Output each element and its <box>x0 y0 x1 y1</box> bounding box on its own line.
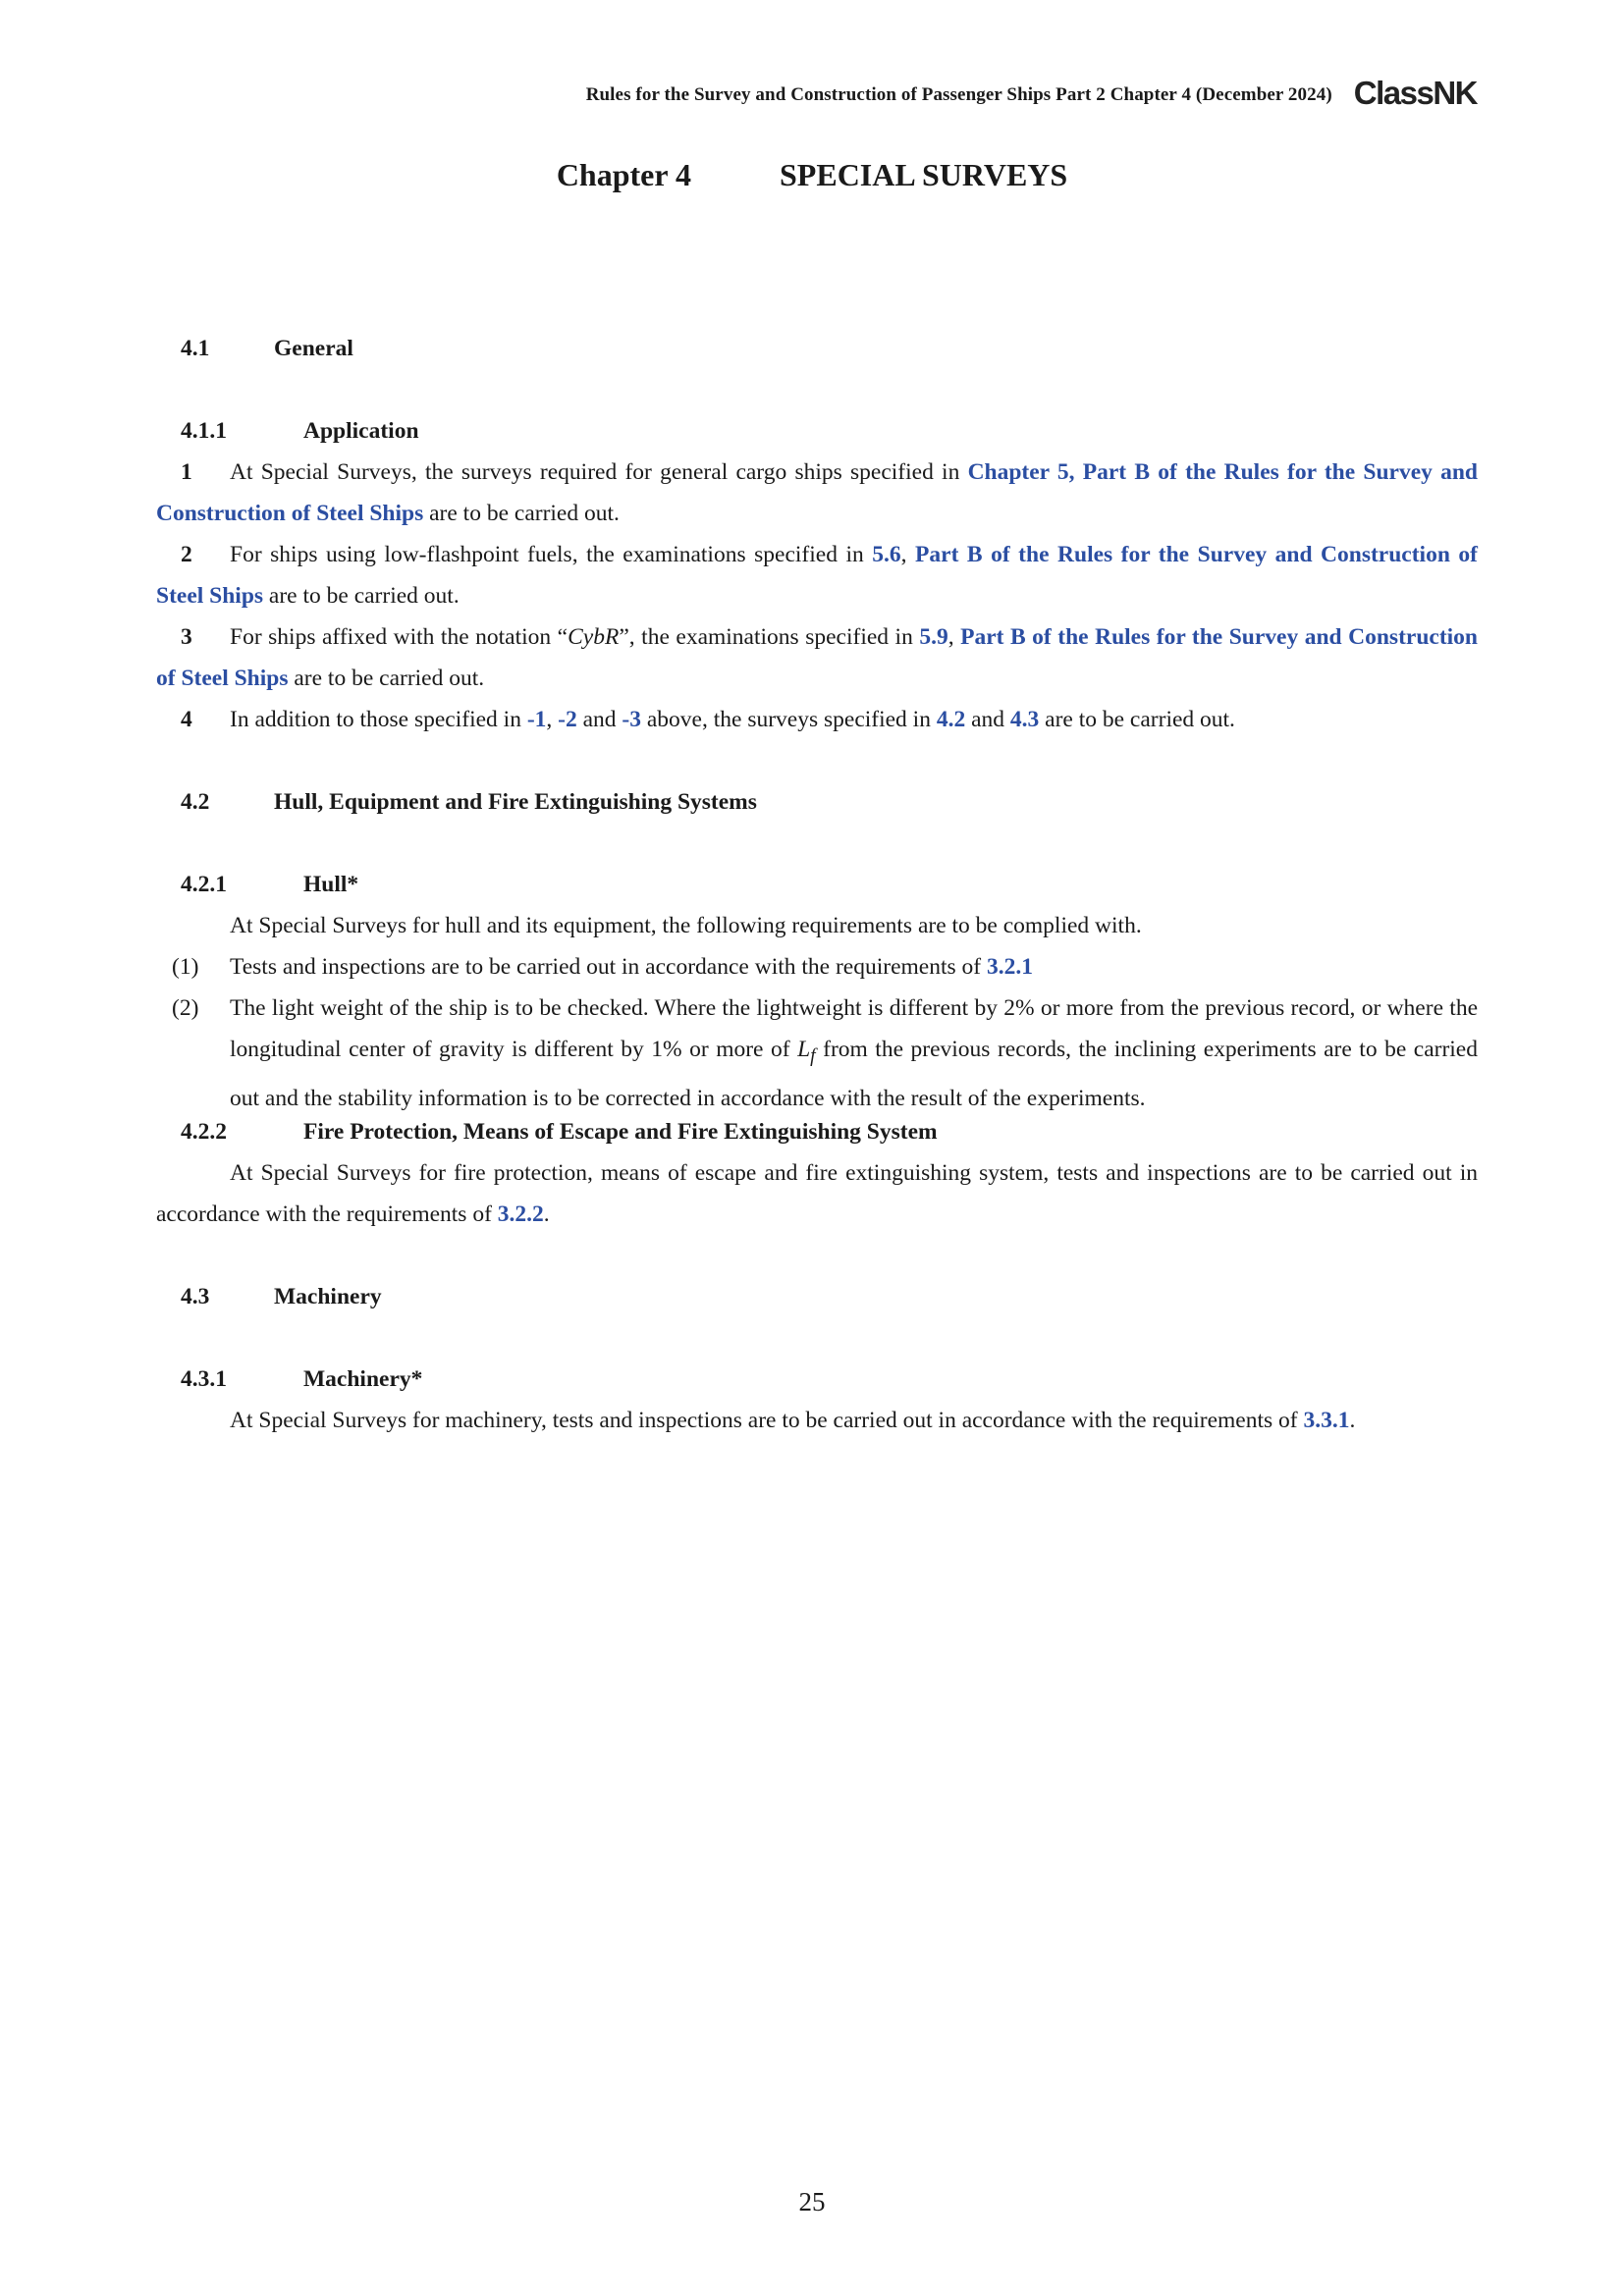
paragraph-text: , <box>900 542 916 567</box>
paragraph-link[interactable]: -2 <box>558 707 577 732</box>
subsection-heading-4-3-1 <box>156 1359 1478 1400</box>
paragraph-text: At Special Surveys, the surveys required for general cargo ships specified in <box>230 459 968 485</box>
paragraph-1: 1 At Special Surveys, the surveys required for general cargo ships specified in Chapter 5, Part B of the Rules for the Survey and Construction of Steel Ships are to be carried out. <box>156 459 1478 526</box>
paragraph-link[interactable]: -1 <box>526 707 547 732</box>
paragraph-text: are to be carried out. <box>288 666 485 691</box>
section-link[interactable]: 3.2.1 <box>986 954 1033 980</box>
paragraph-text: At Special Surveys for fire protection, means of escape and fire extinguishing system, tests and inspections are to be carried out in accordance with the requirements of <box>156 1160 1478 1227</box>
paragraph-4: 4 In addition to those specified in -1, -2 and -3 above, the surveys specified in 4.2 and 4.3 are to be carried out. <box>181 707 1235 732</box>
section-link[interactable]: 3.2.2 <box>497 1201 544 1227</box>
paragraph-text: are to be carried out. <box>1039 707 1235 732</box>
running-title: Rules for the Survey and Construction of Passenger Ships Part 2 Chapter 4 (December 2024) <box>585 84 1332 105</box>
symbol-subscript: f <box>810 1045 816 1067</box>
section-heading-4-1 <box>156 328 1478 369</box>
paragraph-text: are to be carried out. <box>263 583 460 609</box>
rules-link[interactable]: Chapter 5, Part B of the Rules for the Survey and Construction of Steel Ships <box>156 459 1478 526</box>
paragraph-text: above, the surveys specified in <box>641 707 937 732</box>
subsection-title: Hull* <box>303 872 359 897</box>
list-text <box>230 988 1478 1119</box>
paragraph-text: , <box>546 707 559 732</box>
subsection-number: 4.3.1 <box>181 1366 227 1392</box>
subsection-title: Application <box>303 418 419 444</box>
fire-protection-paragraph <box>156 1152 1478 1235</box>
page-number: 25 <box>798 2187 826 2216</box>
section-number: 4.1 <box>181 336 210 361</box>
section-title: Machinery <box>274 1284 382 1309</box>
classnk-logo: ClassNK <box>1353 75 1477 111</box>
paragraph-text: In addition to those specified in <box>230 707 527 732</box>
section-link[interactable]: 5.6 <box>872 542 901 567</box>
paragraph-2: 2 For ships using low-flashpoint fuels, the examinations specified in 5.6, Part B of the Rules for the Survey and Construction of Steel Ships are to be carried out. <box>156 542 1478 609</box>
chapter-name: SPECIAL SURVEYS <box>780 157 1068 192</box>
list-item-2 <box>156 988 1478 1119</box>
subsection-title: Machinery* <box>303 1366 423 1392</box>
subsection-heading-4-1-1 <box>156 410 1478 452</box>
section-link[interactable]: 4.2 <box>936 707 966 732</box>
subsection-number: 4.2.2 <box>181 1119 227 1145</box>
list-label: (2) <box>172 995 199 1021</box>
section-link[interactable]: 4.3 <box>1009 707 1040 732</box>
section-number: 4.3 <box>181 1284 210 1309</box>
subsection-heading-4-2-1 <box>156 864 1478 905</box>
paragraph-text: and <box>965 707 1010 732</box>
list-text <box>230 946 1478 988</box>
item-text: Tests and inspections are to be carried out in accordance with the requirements of <box>230 954 987 980</box>
rules-link[interactable]: Part B of the Rules for the Survey and Construction of Steel Ships <box>156 624 1478 691</box>
paragraph-text: ”, the examinations specified in <box>619 624 920 650</box>
chapter-title <box>0 157 1624 193</box>
section-title: Hull, Equipment and Fire Extinguishing Systems <box>274 789 757 815</box>
list-item-1 <box>156 946 1478 988</box>
subsection-number: 4.2.1 <box>181 872 227 897</box>
paragraph-text: and <box>576 707 623 732</box>
paragraph-text: For ships using low-flashpoint fuels, the examinations specified in <box>230 542 873 567</box>
subsection-number: 4.1.1 <box>181 418 227 444</box>
paragraph-text: . <box>1349 1408 1356 1433</box>
section-number: 4.2 <box>181 789 210 815</box>
subsection-heading-4-2-2 <box>156 1111 1478 1152</box>
section-heading-4-2 <box>156 781 1478 823</box>
section-heading-4-3 <box>156 1276 1478 1317</box>
paragraph-text: , <box>947 624 961 650</box>
item-text: from the previous records, the inclining experiments are to be carried out and the stability information is to be corrected in accordance with the result of the experiments. <box>230 1037 1478 1111</box>
chapter-number: Chapter 4 <box>556 157 691 192</box>
symbol-l: L <box>797 1037 811 1062</box>
section-link[interactable]: 5.9 <box>919 624 948 650</box>
paragraph-text: are to be carried out. <box>423 501 620 526</box>
paragraph-text: At Special Surveys for machinery, tests and inspections are to be carried out in accordance with the requirements of <box>230 1408 1304 1433</box>
rules-link[interactable]: Part B of the Rules for the Survey and Construction of Steel Ships <box>156 542 1478 609</box>
paragraph-text: For ships affixed with the notation “ <box>230 624 568 650</box>
list-label: (1) <box>172 954 199 980</box>
paragraph-text: . <box>543 1201 550 1227</box>
section-title: General <box>274 336 353 361</box>
notation-cybr: CybR <box>568 624 620 650</box>
paragraph-link[interactable]: -3 <box>622 707 641 732</box>
subsection-title: Fire Protection, Means of Escape and Fire Extinguishing System <box>303 1119 938 1145</box>
hull-intro: At Special Surveys for hull and its equipment, the following requirements are to be complied with. <box>230 913 1142 938</box>
item-text: The light weight of the ship is to be checked. Where the lightweight is different by 2% or more from the previous record, or where the longitudinal center of gravity is different by 1% or more of <box>230 995 1478 1062</box>
machinery-paragraph <box>156 1400 1478 1441</box>
section-link[interactable]: 3.3.1 <box>1303 1408 1350 1433</box>
paragraph-3: 3 For ships affixed with the notation “CybR”, the examinations specified in 5.9, Part B of the Rules for the Survey and Construction of Steel Ships are to be carried out. <box>156 624 1478 691</box>
running-header <box>586 77 1477 114</box>
